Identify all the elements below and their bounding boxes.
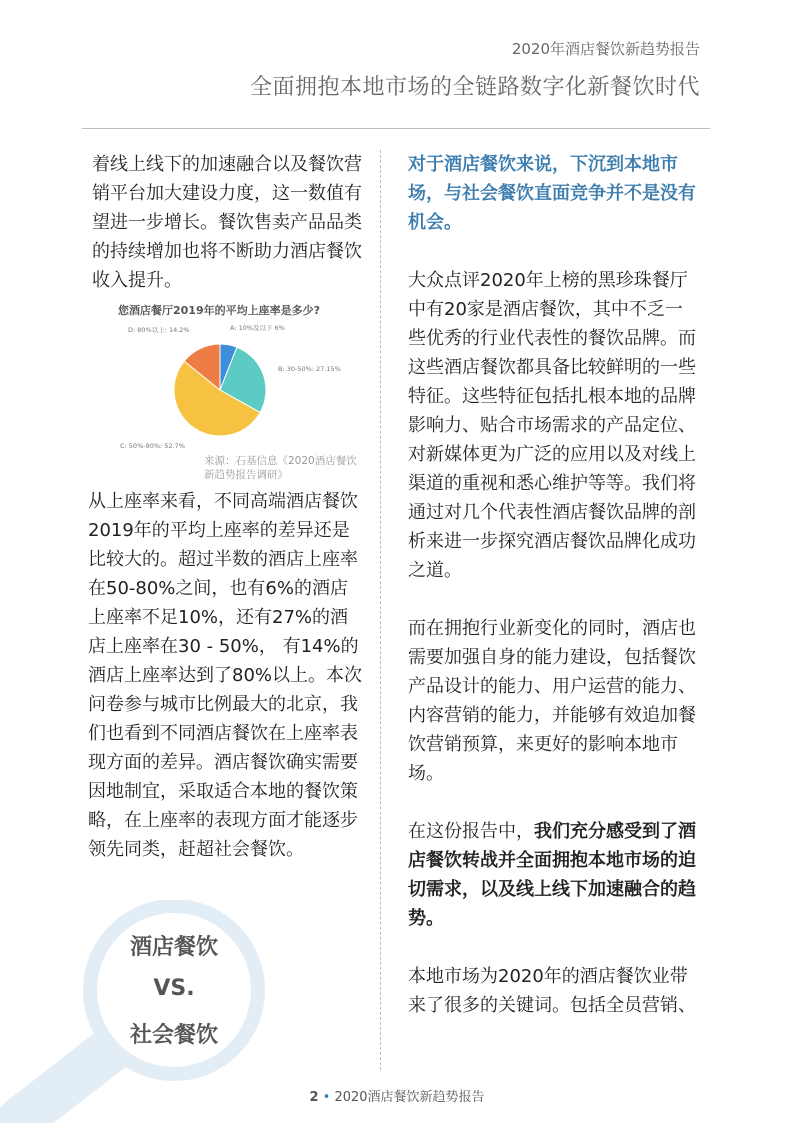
occupancy-pie-chart	[118, 302, 363, 482]
left-column-top	[92, 150, 362, 295]
right-paragraph-1: 大众点评2020年上榜的黑珍珠餐厅中有20家是酒店餐饮，其中不乏一些优秀的行业代表性的餐饮品牌。而这些酒店餐饮都具备比较鲜明的一些特征。这些特征包括扎根本地的品牌影响力、贴合市场需求的产品定位、对新媒体更为广泛的应用以及对线上渠道的重视和悉心维护等等。我们将通过对几个代表性酒店餐饮品牌的剖析来进一步探究酒店餐饮品牌化成功之道。	[408, 270, 696, 581]
chart-source: 来源：石基信息《2020酒店餐饮新趋势报告调研》	[204, 455, 357, 481]
legend-label-d: D: 80%以上: 14.2%	[128, 326, 190, 334]
header-divider	[82, 128, 710, 129]
page-footer	[0, 1086, 794, 1105]
right-lead: 对于酒店餐饮来说，下沉到本地市场，与社会餐饮直面竞争并不是没有机会。	[408, 154, 696, 233]
page-number: 2	[309, 1090, 319, 1105]
right-paragraph-3-plain: 在这份报告中，	[408, 821, 534, 842]
footer-title: 2020酒店餐饮新趋势报告	[334, 1090, 485, 1105]
column-divider	[380, 150, 381, 1070]
left-paragraph-2: 从上座率来看，不同高端酒店餐饮2019年的平均上座率的差异还是比较大的。超过半数的酒店上座率在50-80%之间，也有6%的酒店上座率不足10%，还有27%的酒店上座率在30 - 50%， 有14%的酒店上座率达到了80%以上。本次问卷参与城市比例最大的北京，我们也看到不同酒店餐饮在上座率表现方面的差异。酒店餐饮确实需要因地制宜，采取适合本地的餐饮策略，在上座率的表现方面才能逐步领先同类，赶超社会餐饮。	[88, 491, 363, 860]
graphic-hotel-dining: 酒店餐饮	[129, 935, 218, 960]
footer-bullet: •	[322, 1090, 331, 1105]
page-headline: 全面拥抱本地市场的全链路数字化新餐饮时代	[249, 75, 700, 100]
right-paragraph-3-bold: 我们充分感受到了酒店餐饮转战并全面拥抱本地市场的迫切需求，以及线上线下加速融合的趋势。	[408, 821, 696, 929]
left-paragraph-1: 着线上线下的加速融合以及餐饮营销平台加大建设力度，这一数值有望进一步增长。餐饮售卖产品品类的持续增加也将不断助力酒店餐饮收入提升。	[92, 154, 362, 291]
right-column	[408, 150, 698, 1049]
legend-label-b: B: 30-50%: 27.15%	[278, 365, 341, 373]
right-paragraph-4: 本地市场为2020年的酒店餐饮业带来了很多的关键词。包括全员营销、	[408, 966, 696, 1016]
graphic-social-dining: 社会餐饮	[129, 1023, 218, 1048]
left-column-bottom	[88, 487, 364, 864]
right-paragraph-3	[408, 817, 698, 933]
report-title: 2020年酒店餐饮新趋势报告	[511, 40, 700, 58]
legend-label-a: A: 10%及以下 6%	[230, 324, 285, 332]
right-paragraph-2: 而在拥抱行业新变化的同时，酒店也需要加强自身的能力建设，包括餐饮产品设计的能力、用户运营的能力、内容营销的能力，并能够有效追加餐饮营销预算，来更好的影响本地市场。	[408, 618, 696, 784]
legend-label-c: C: 50%-80%: 52.7%	[120, 442, 185, 450]
chart-title: 您酒店餐厅2019年的平均上座率是多少?	[118, 304, 320, 317]
pie-svg	[118, 316, 363, 466]
graphic-vs: VS.	[153, 976, 195, 1001]
